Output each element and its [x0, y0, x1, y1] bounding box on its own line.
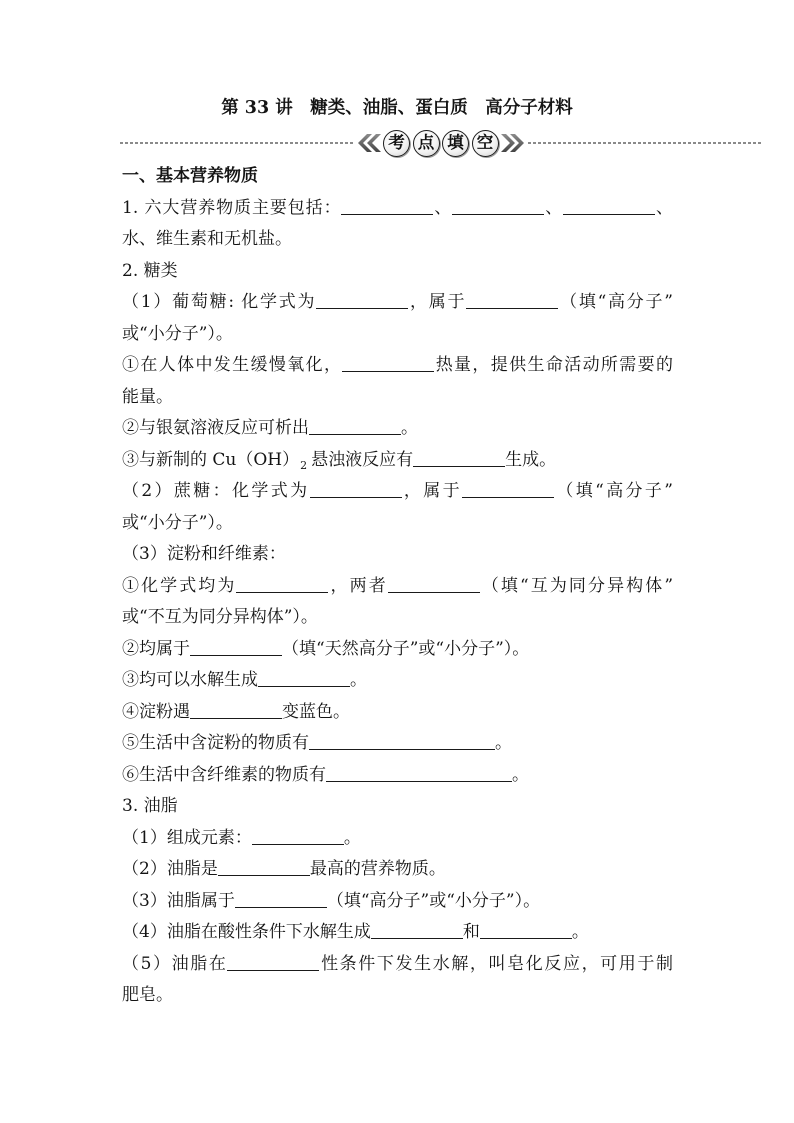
line-text: ⑥生活中含纤维素的物质有	[122, 764, 326, 785]
answer-blank	[309, 733, 495, 750]
fat-point-5-line-2: 肥皂。	[122, 985, 173, 1005]
answer-blank	[227, 954, 319, 971]
fat-point-2	[122, 854, 673, 886]
section-heading: 一、基本营养物质	[122, 166, 258, 186]
line-text: （填“天然高分子”或“小分子”）。	[282, 638, 530, 659]
line-text: ③与新制的 Cu（OH）	[122, 449, 300, 470]
glucose-point-1-line-1	[122, 350, 673, 382]
section-banner	[120, 129, 762, 157]
line-text: 。	[495, 733, 512, 753]
answer-blank	[342, 355, 434, 372]
line-text: 最高的营养物质。	[309, 859, 446, 879]
line-text: 、	[433, 197, 453, 218]
line-text: 性条件下发生水解，叫皂化反应，可用于制	[319, 953, 673, 974]
answer-blank	[341, 198, 433, 215]
answer-blank	[466, 292, 558, 309]
answer-blank	[236, 576, 328, 593]
line-text: ，属于	[408, 292, 467, 312]
line-text: （4）油脂在酸性条件下水解生成	[122, 922, 371, 942]
line-text: ①化学式均为	[122, 575, 237, 596]
answer-blank	[462, 481, 554, 498]
banner-divider-left	[120, 142, 355, 144]
double-chevron-left-icon	[357, 133, 382, 153]
banner-char-circle: 填	[442, 130, 469, 157]
item-1-line-2: 水、维生素和无机盐。	[122, 229, 292, 249]
answer-blank	[563, 198, 655, 215]
answer-blank	[258, 670, 350, 687]
answer-blank	[388, 576, 480, 593]
answer-blank	[309, 418, 401, 435]
answer-blank	[218, 859, 310, 876]
answer-blank	[190, 702, 282, 719]
glucose-line-1	[122, 287, 673, 319]
starch-point-1-line-1	[122, 571, 673, 603]
line-text: （填“高分子”或“小分子”）。	[326, 890, 541, 911]
line-text: （5）油脂在	[122, 953, 228, 974]
line-text: 。	[343, 827, 361, 848]
starch-point-2	[122, 634, 673, 666]
fat-point-5-line-1	[122, 949, 673, 981]
item-1-line-1	[122, 193, 673, 225]
line-text: （1）葡萄糖: 化学式为	[122, 292, 317, 312]
glucose-point-1-line-2: 能量。	[122, 386, 173, 407]
line-text: 变蓝色。	[282, 701, 350, 722]
line-text: ②均属于	[122, 638, 190, 659]
line-text: 、	[655, 197, 674, 218]
line-text: （填“互为同分异构体”	[479, 575, 674, 596]
banner-char-circle: 点	[413, 130, 440, 157]
line-text: （填“高分子”	[558, 292, 673, 312]
line-text: ④淀粉遇	[122, 701, 190, 722]
line-text: （2）油脂是	[122, 859, 218, 879]
answer-blank	[326, 765, 512, 782]
answer-blank	[452, 198, 544, 215]
line-text: 和	[462, 922, 480, 942]
fat-point-3	[122, 886, 673, 918]
banner-label	[383, 130, 499, 157]
starch-point-3	[122, 665, 673, 697]
line-text: 1. 六大营养物质主要包括：	[122, 197, 342, 218]
page-title: 第 33 讲 糖类、油脂、蛋白质 高分子材料	[221, 98, 573, 118]
answer-blank	[371, 922, 463, 939]
starch-point-1-line-2: 或“不互为同分异构体”）。	[122, 607, 318, 627]
line-text: ，属于	[401, 481, 463, 501]
line-text: ，两者	[328, 575, 388, 596]
answer-blank	[310, 481, 402, 498]
line-text: 。	[350, 670, 367, 690]
line-text: （3）油脂属于	[122, 890, 235, 911]
banner-char-circle: 空	[472, 130, 499, 157]
line-text: ②与银氨溶液反应可析出	[122, 418, 309, 438]
banner-char-circle: 考	[383, 130, 410, 157]
answer-blank	[480, 922, 572, 939]
fat-point-4	[122, 917, 673, 949]
glucose-line-2: 或“小分子”）。	[122, 323, 233, 344]
starch-cellulose-heading: （3）淀粉和纤维素：	[122, 544, 286, 564]
line-text: 。	[401, 418, 418, 438]
line-text: 悬浊液反应有	[311, 449, 414, 470]
answer-blank	[316, 292, 408, 309]
line-text: 热量，提供生命活动所需要的	[434, 355, 674, 375]
line-text: （2）蔗糖：化学式为	[122, 481, 310, 501]
subscript-2: 2	[300, 458, 308, 472]
item-2-heading: 2. 糖类	[122, 260, 178, 281]
line-text: ③均可以水解生成	[122, 670, 258, 690]
answer-blank	[252, 828, 344, 845]
line-text: （填“高分子”	[554, 481, 673, 501]
line-text: 。	[512, 764, 529, 785]
starch-point-4	[122, 697, 673, 729]
double-chevron-right-icon	[500, 133, 525, 153]
sucrose-line-1	[122, 476, 673, 508]
glucose-point-3	[122, 445, 673, 477]
starch-point-6	[122, 760, 673, 792]
line-text: ①在人体中发生缓慢氧化，	[122, 355, 343, 375]
line-text: 生成。	[505, 449, 557, 470]
line-text: 、	[544, 197, 564, 218]
answer-blank	[413, 450, 505, 467]
answer-blank	[235, 891, 327, 908]
line-text: （1）组成元素：	[122, 827, 252, 848]
banner-divider-right	[528, 142, 763, 144]
line-text: ⑤生活中含淀粉的物质有	[122, 733, 309, 753]
line-text: 。	[571, 922, 589, 942]
sucrose-line-2: 或“小分子”）。	[122, 512, 233, 533]
glucose-point-2	[122, 413, 673, 445]
starch-point-5	[122, 728, 673, 760]
answer-blank	[190, 639, 282, 656]
fat-point-1	[122, 823, 673, 855]
item-3-heading: 3. 油脂	[122, 796, 178, 816]
worksheet-content	[122, 161, 673, 1012]
